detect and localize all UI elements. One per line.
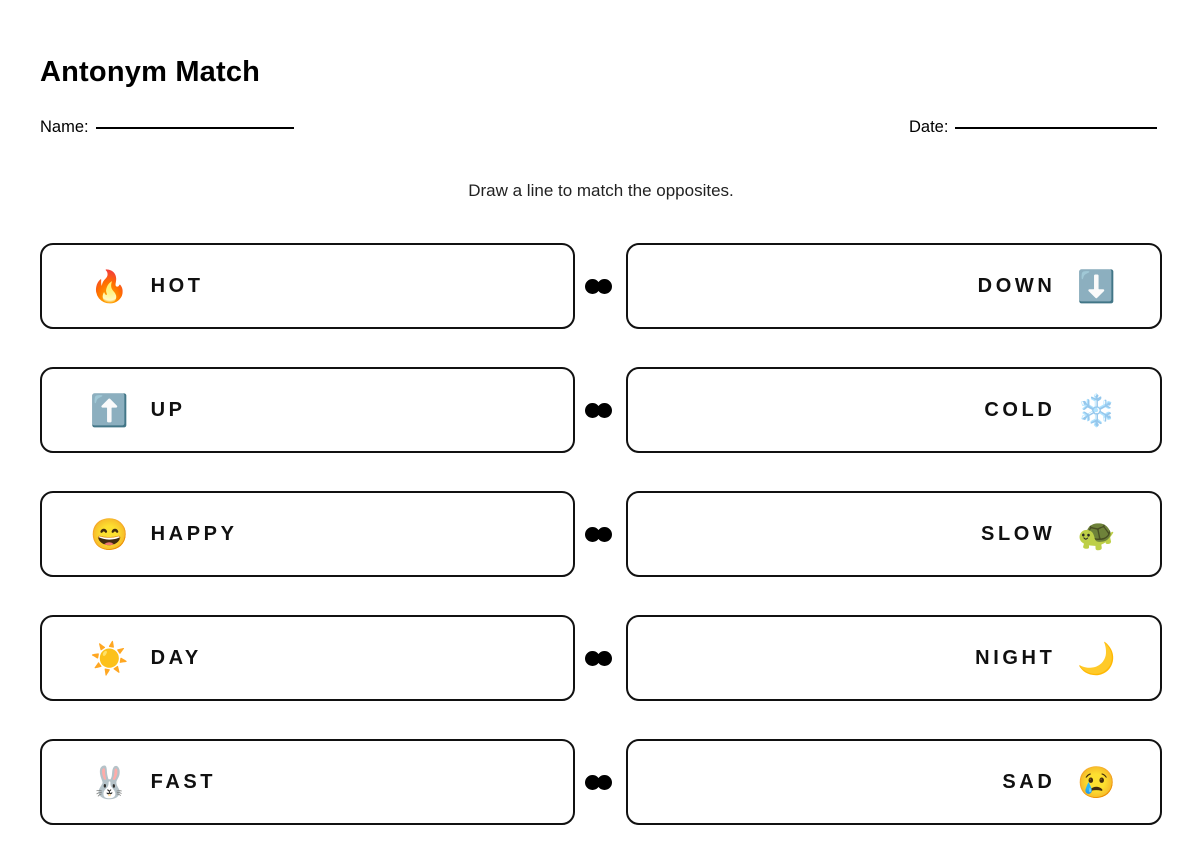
grinning-face-emoji: 😄 (90, 516, 129, 552)
student-fields (40, 118, 1162, 144)
left-card-hot[interactable] (40, 243, 575, 329)
match-row (0, 367, 1202, 453)
left-card-up[interactable] (40, 367, 575, 453)
right-word: COLD (984, 399, 1056, 421)
left-word: DAY (150, 647, 202, 669)
fire-emoji: 🔥 (90, 268, 129, 304)
connector-dots[interactable] (585, 650, 617, 666)
right-card-night[interactable] (626, 615, 1162, 701)
match-row (0, 243, 1202, 329)
connector-dot-right (597, 651, 612, 666)
right-card-slow[interactable] (626, 491, 1162, 577)
connector-dot-right (597, 775, 612, 790)
turtle-emoji: 🐢 (1077, 516, 1116, 552)
arrow-down-emoji: ⬇️ (1077, 268, 1116, 304)
sun-emoji: ☀️ (90, 640, 129, 676)
connector-dots[interactable] (585, 774, 617, 790)
right-word: NIGHT (975, 647, 1056, 669)
snowflake-emoji: ❄️ (1077, 392, 1116, 428)
page-title: Antonym Match (40, 56, 261, 88)
crying-face-emoji: 😢 (1077, 764, 1116, 800)
right-card-down[interactable] (626, 243, 1162, 329)
connector-dot-right (597, 527, 612, 542)
right-card-cold[interactable] (626, 367, 1162, 453)
connector-dots[interactable] (585, 402, 617, 418)
crescent-moon-emoji: 🌙 (1077, 640, 1116, 676)
date-field[interactable] (909, 118, 1157, 137)
connector-dot-right (597, 403, 612, 418)
right-card-sad[interactable] (626, 739, 1162, 825)
match-row (0, 615, 1202, 701)
left-word: HOT (150, 275, 204, 297)
left-word: HAPPY (150, 523, 238, 545)
name-label: Name: (40, 118, 89, 136)
connector-dots[interactable] (585, 526, 617, 542)
right-word: DOWN (977, 275, 1056, 297)
left-word: FAST (150, 771, 217, 793)
arrow-up-emoji: ⬆️ (90, 392, 129, 428)
right-word: SAD (1002, 771, 1056, 793)
match-rows (0, 243, 1202, 825)
connector-dot-right (597, 279, 612, 294)
instructions-text: Draw a line to match the opposites. (468, 181, 734, 200)
rabbit-face-emoji: 🐰 (90, 764, 129, 800)
left-card-fast[interactable] (40, 739, 575, 825)
date-write-line[interactable] (955, 127, 1157, 129)
name-field[interactable] (40, 118, 294, 137)
left-card-day[interactable] (40, 615, 575, 701)
left-card-happy[interactable] (40, 491, 575, 577)
right-word: SLOW (981, 523, 1056, 545)
match-row (0, 739, 1202, 825)
left-word: UP (150, 399, 186, 421)
match-row (0, 491, 1202, 577)
name-write-line[interactable] (96, 127, 294, 129)
connector-dots[interactable] (585, 278, 617, 294)
date-label: Date: (909, 118, 949, 136)
